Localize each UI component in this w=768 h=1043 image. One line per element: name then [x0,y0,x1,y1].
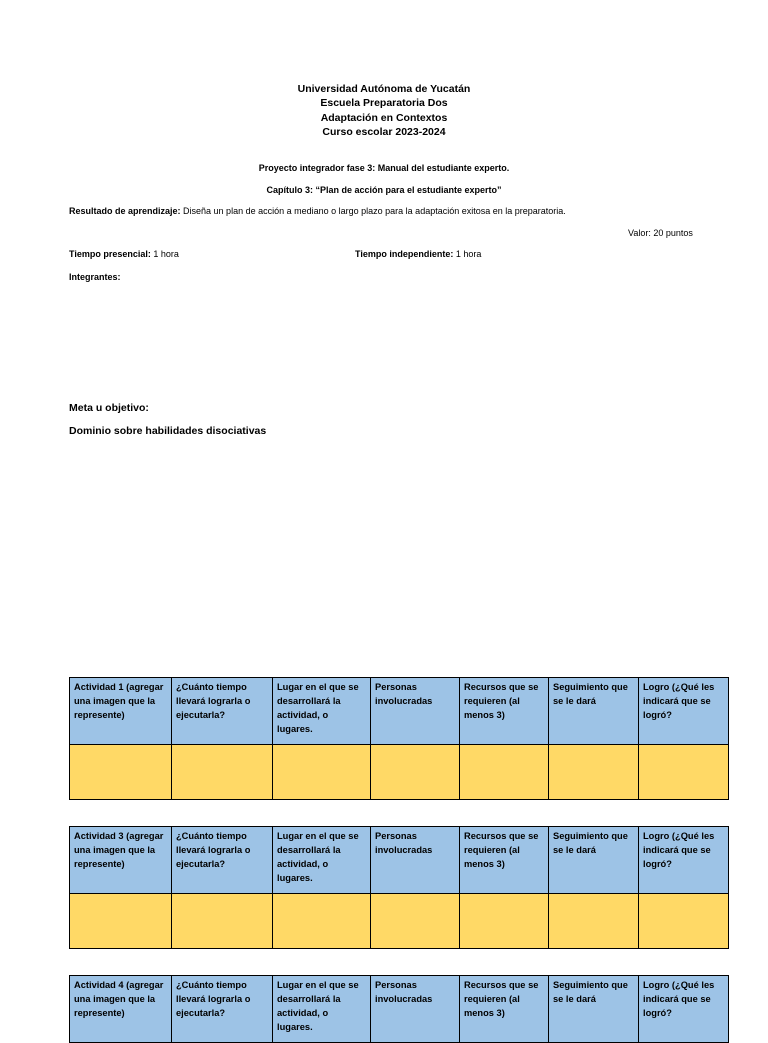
goal-text: Dominio sobre habilidades disociativas [69,425,267,437]
assignment-value: Valor: 20 puntos [628,228,693,238]
time-independiente-label: Tiempo independiente: [355,249,454,259]
time-independiente-value: 1 hora [453,249,482,259]
header-activity: Actividad 1 (agregar una imagen que la represente) [70,678,172,745]
table-cell[interactable] [172,894,273,949]
table-cell[interactable] [549,894,639,949]
header-achievement: Logro (¿Qué les indicará que se logró? [639,678,729,745]
members-label: Integrantes: [69,272,121,282]
header-time: ¿Cuánto tiempo llevará lograrla o ejecutarla? [172,827,273,894]
table-row [70,894,729,949]
table-header-row [70,678,729,745]
header-followup: Seguimiento que se le dará [549,976,639,1043]
learning-outcome-label: Resultado de aprendizaje: [69,206,181,216]
learning-outcome [69,206,566,216]
time-presencial [69,249,179,259]
header-people: Personas involucradas [371,976,460,1043]
school-name: Escuela Preparatoria Dos [320,97,448,110]
time-independiente [355,249,481,259]
project-title: Proyecto integrador fase 3: Manual del estudiante experto. [258,163,510,173]
activity-table-4 [69,975,729,1043]
activity-table-1 [69,677,729,800]
header-activity: Actividad 3 (agregar una imagen que la represente) [70,827,172,894]
goal-label: Meta u objetivo: [69,402,149,414]
table-header-row [70,976,729,1043]
school-year: Curso escolar 2023-2024 [322,126,446,139]
table-row [70,745,729,800]
header-people: Personas involucradas [371,678,460,745]
document-header [0,82,768,140]
header-time: ¿Cuánto tiempo llevará lograrla o ejecutarla? [172,678,273,745]
activity-table-3 [69,826,729,949]
table-cell[interactable] [460,745,549,800]
header-resources: Recursos que se requieren (al menos 3) [460,678,549,745]
header-resources: Recursos que se requieren (al menos 3) [460,827,549,894]
header-activity: Actividad 4 (agregar una imagen que la represente) [70,976,172,1043]
table-cell[interactable] [172,745,273,800]
learning-outcome-text: Diseña un plan de acción a mediano o largo plazo para la adaptación exitosa en la preparatoria. [180,206,566,216]
table-cell[interactable] [70,745,172,800]
table-cell[interactable] [273,894,371,949]
table-cell[interactable] [273,745,371,800]
time-presencial-label: Tiempo presencial: [69,249,151,259]
table-cell[interactable] [70,894,172,949]
header-place: Lugar en el que se desarrollará la actividad, o lugares. [273,678,371,745]
header-place: Lugar en el que se desarrollará la actividad, o lugares. [273,976,371,1043]
table-cell[interactable] [460,894,549,949]
table-header-row [70,827,729,894]
chapter-title: Capítulo 3: “Plan de acción para el estudiante experto” [266,185,502,195]
table-cell[interactable] [371,894,460,949]
table-cell[interactable] [549,745,639,800]
header-followup: Seguimiento que se le dará [549,678,639,745]
table-cell[interactable] [639,894,729,949]
header-resources: Recursos que se requieren (al menos 3) [460,976,549,1043]
header-followup: Seguimiento que se le dará [549,827,639,894]
university-name: Universidad Autónoma de Yucatán [297,83,471,95]
header-people: Personas involucradas [371,827,460,894]
subject-name: Adaptación en Contextos [320,111,448,124]
time-presencial-value: 1 hora [150,249,179,259]
header-achievement: Logro (¿Qué les indicará que se logró? [639,976,729,1043]
table-cell[interactable] [371,745,460,800]
header-time: ¿Cuánto tiempo llevará lograrla o ejecutarla? [172,976,273,1043]
header-place: Lugar en el que se desarrollará la actividad, o lugares. [273,827,371,894]
table-cell[interactable] [639,745,729,800]
header-achievement: Logro (¿Qué les indicará que se logró? [639,827,729,894]
